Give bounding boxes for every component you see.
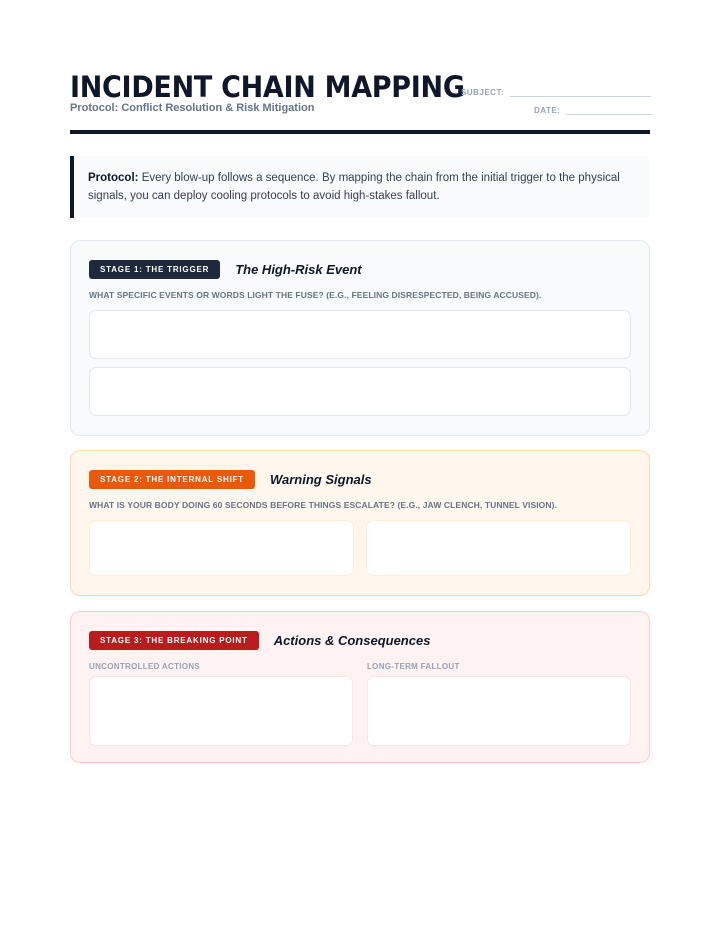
protocol-note-text: Every blow-up follows a sequence. By mapping the chain from the initial trigger to the physical signals, you can deploy cooling protocols to avoid high-stakes fallout. (88, 172, 620, 202)
header (70, 70, 650, 134)
stage-1-answer-field-1[interactable] (89, 310, 631, 359)
stage-3-title: Actions & Consequences (273, 632, 431, 648)
stage-1-title: The High-Risk Event (235, 261, 362, 277)
stage-3-column-actions (89, 650, 353, 746)
page-title: INCIDENT CHAIN MAPPING (70, 70, 465, 104)
stage-3-column-fallout (367, 650, 631, 746)
stage-3-card (70, 611, 650, 763)
protocol-note-lead: Protocol: (88, 172, 139, 184)
stage-2-prompt: WHAT IS YOUR BODY DOING 60 SECONDS BEFORE THINGS ESCALATE? (E.G., JAW CLENCH, TUNNEL VISION). (89, 500, 558, 510)
stage-2-header (89, 469, 631, 489)
stage-1-answer-field-2[interactable] (89, 367, 631, 416)
stage-3-field-row (89, 650, 631, 746)
stage-1-badge: STAGE 1: THE TRIGGER (89, 260, 220, 279)
header-divider (70, 130, 650, 134)
subject-label: SUBJECT: (461, 88, 505, 97)
subject-field-row (461, 87, 651, 97)
date-field[interactable] (566, 105, 652, 115)
stage-1-card (70, 240, 650, 436)
stage-3-header (89, 630, 631, 650)
long-term-fallout-label: LONG-TERM FALLOUT (367, 662, 460, 671)
long-term-fallout-field[interactable] (367, 676, 631, 746)
protocol-note (70, 156, 650, 218)
subject-field[interactable] (510, 87, 651, 97)
stage-2-answer-field-2[interactable] (366, 520, 631, 576)
stage-1-prompt: WHAT SPECIFIC EVENTS OR WORDS LIGHT THE FUSE? (E.G., FEELING DISRESPECTED, BEING ACCUSED). (89, 290, 542, 300)
stage-2-field-row (89, 520, 631, 576)
page-subtitle: Protocol: Conflict Resolution & Risk Mitigation (70, 102, 315, 114)
uncontrolled-actions-label: UNCONTROLLED ACTIONS (89, 662, 201, 671)
stage-2-answer-field-1[interactable] (89, 520, 354, 576)
stage-2-title: Warning Signals (269, 471, 372, 487)
uncontrolled-actions-field[interactable] (89, 676, 353, 746)
stage-1-header (89, 259, 631, 279)
stage-2-card (70, 450, 650, 596)
stage-3-badge: STAGE 3: THE BREAKING POINT (89, 631, 259, 650)
stage-2-badge: STAGE 2: THE INTERNAL SHIFT (89, 470, 255, 489)
date-field-row (534, 105, 652, 115)
date-label: DATE: (534, 106, 561, 115)
